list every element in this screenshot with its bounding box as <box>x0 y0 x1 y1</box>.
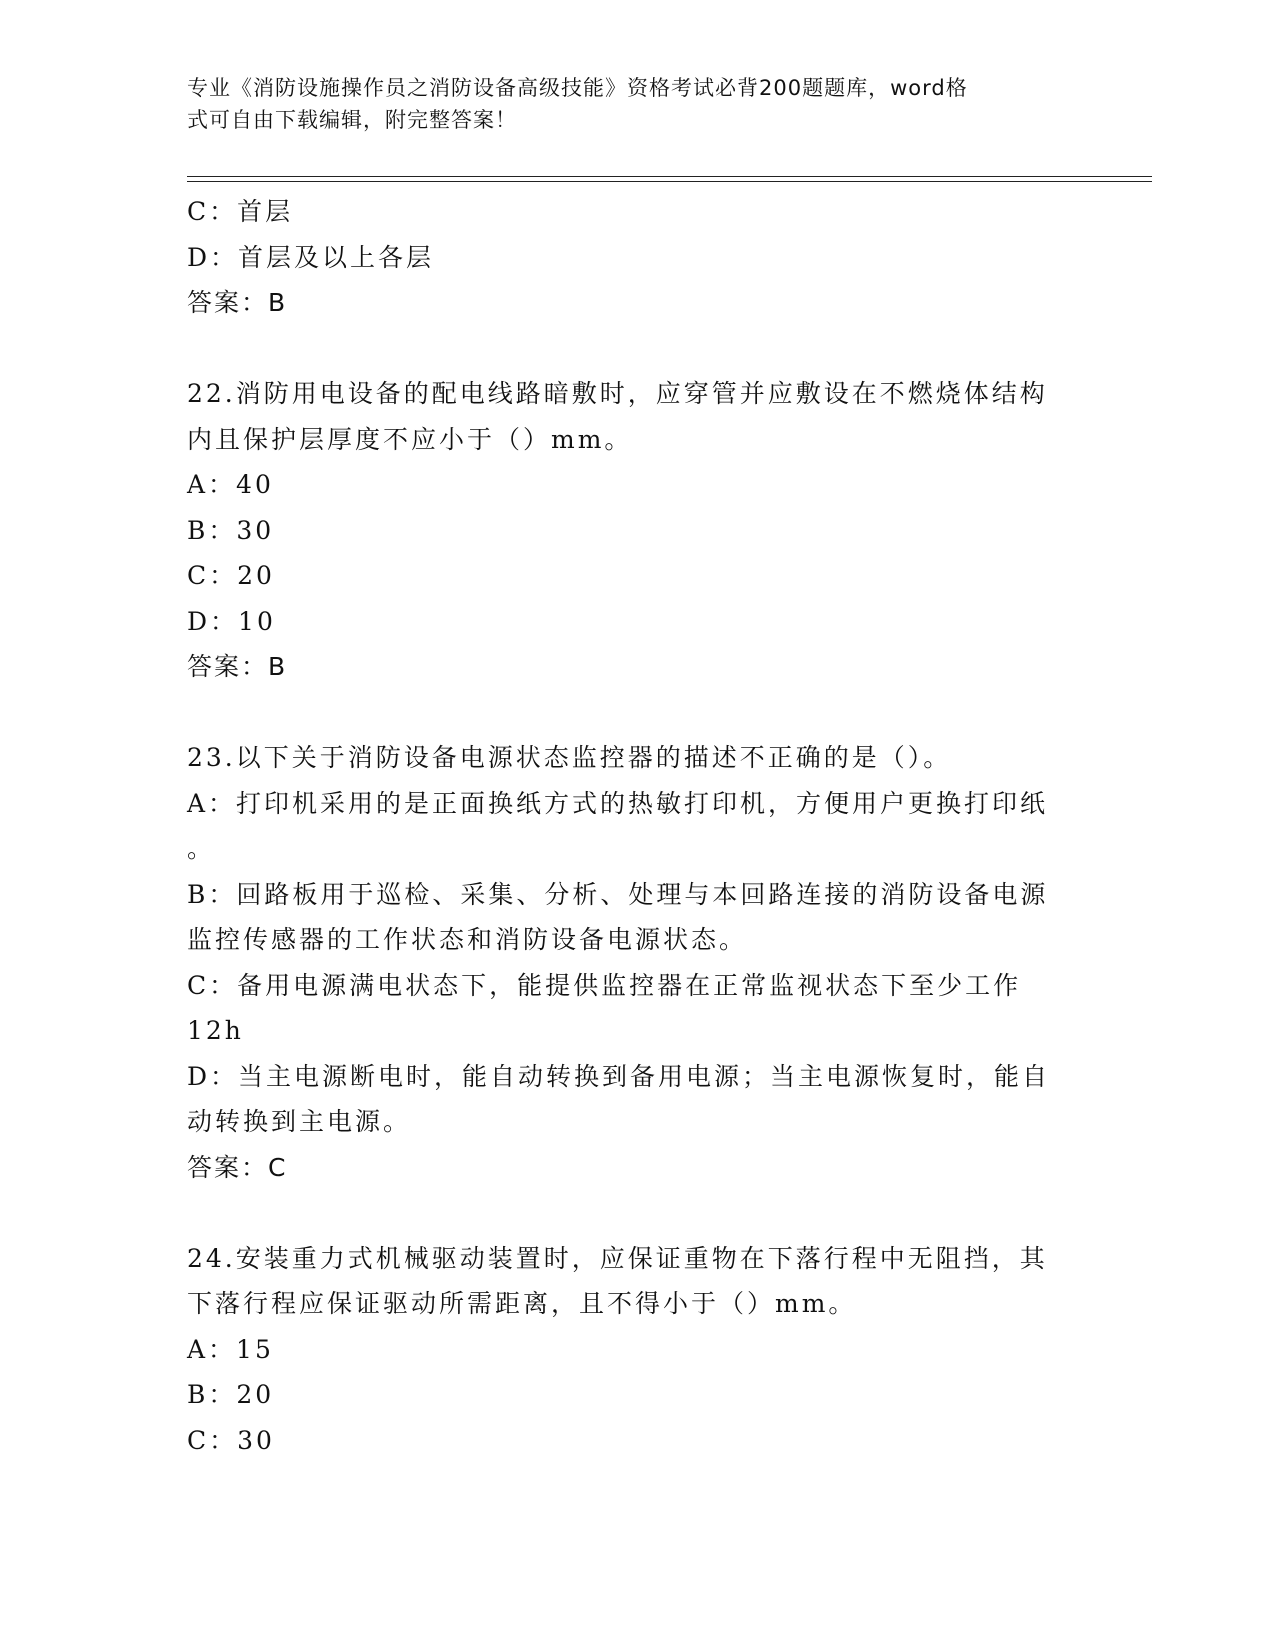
question-spacer <box>187 690 1077 736</box>
option-c: C：30 <box>187 1425 275 1455</box>
option-c: C：首层 <box>187 197 294 226</box>
option-c: C：20 <box>187 561 275 590</box>
option-b: B：30 <box>187 515 275 545</box>
answer: 答案：B <box>187 288 288 317</box>
page-header <box>187 72 1077 136</box>
answer: 答案：C <box>187 1152 288 1182</box>
option-b: 监控传感器的工作状态和消防设备电源状态。 <box>187 925 748 954</box>
option-d: D：当主电源断电时，能自动转换到备用电源；当主电源恢复时，能自 <box>187 1061 1051 1091</box>
question-spacer <box>187 326 1077 372</box>
option-d: D：10 <box>187 606 276 636</box>
option-a: 。 <box>187 834 216 863</box>
option-b: B：回路板用于巡检、采集、分析、处理与本回路连接的消防设备电源 <box>187 879 1049 909</box>
question-spacer <box>187 1190 1077 1236</box>
answer: 答案：B <box>187 652 288 681</box>
header-divider-bottom <box>187 181 1152 182</box>
option-d: 动转换到主电源。 <box>187 1107 412 1136</box>
option-c: C：备用电源满电状态下，能提供监控器在正常监视状态下至少工作 <box>187 970 1022 1000</box>
question-stem: 内且保护层厚度不应小于（）mm。 <box>187 424 633 454</box>
question-stem: 下落行程应保证驱动所需距离，且不得小于（）mm。 <box>187 1289 857 1318</box>
question-23 <box>187 735 1077 1190</box>
option-d: D：首层及以上各层 <box>187 242 435 272</box>
option-a: A：15 <box>187 1334 274 1364</box>
question-21-tail <box>187 189 1077 326</box>
header-divider-top <box>187 176 1152 177</box>
question-stem: 23.以下关于消防设备电源状态监控器的描述不正确的是（）。 <box>187 743 952 772</box>
question-content <box>187 189 1077 1463</box>
question-stem: 24.安装重力式机械驱动装置时，应保证重物在下落行程中无阻挡，其 <box>187 1243 1048 1273</box>
header-title-line-1: 专业《消防设施操作员之消防设备高级技能》资格考试必背200题题库，word格 <box>187 76 968 100</box>
option-a: A：打印机采用的是正面换纸方式的热敏打印机，方便用户更换打印纸 <box>187 788 1049 818</box>
question-22 <box>187 371 1077 690</box>
option-b: B：20 <box>187 1380 275 1409</box>
option-c: 12h <box>187 1016 244 1045</box>
option-a: A：40 <box>187 470 274 499</box>
header-title-line-2: 式可自由下载编辑，附完整答案！ <box>187 108 517 132</box>
question-24 <box>187 1236 1077 1464</box>
question-stem: 22.消防用电设备的配电线路暗敷时，应穿管并应敷设在不燃烧体结构 <box>187 379 1048 408</box>
